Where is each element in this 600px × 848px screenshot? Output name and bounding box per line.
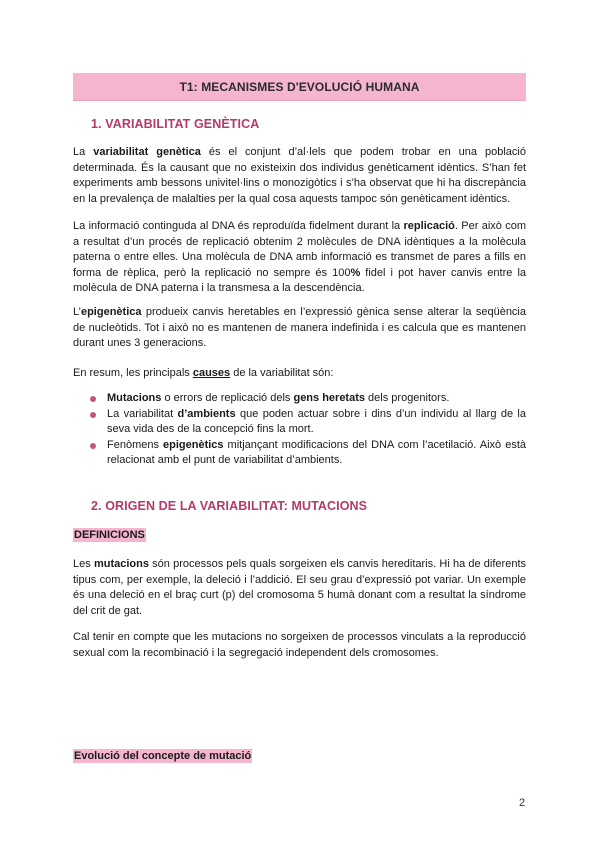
bullet-dot-icon xyxy=(90,443,96,449)
bullet-dot-icon xyxy=(90,396,96,402)
underlined-term-causes: causes xyxy=(192,367,231,379)
bold-term: d’ambients xyxy=(177,407,236,420)
section2-heading: 2. ORIGEN DE LA VARIABILITAT: MUTACIONS xyxy=(91,499,368,513)
list-item xyxy=(89,438,526,469)
document-title xyxy=(73,73,526,101)
text-run: L’ xyxy=(73,306,81,318)
text-run: La variabilitat xyxy=(107,407,178,420)
list-item xyxy=(89,391,526,407)
text-run: En resum, les principals xyxy=(73,367,193,379)
subheading-definicions: DEFINICIONS xyxy=(74,529,145,541)
section2-paragraph-1 xyxy=(73,557,526,619)
bullet-dot-icon xyxy=(90,412,96,418)
document-title-text: T1: MECANISMES D'EVOLUCIÓ HUMANA xyxy=(179,79,420,94)
bold-term-variabilitat: variabilitat genètica xyxy=(93,146,201,158)
text-run: produeix canvis heretables en l’expressió gènica sense alterar la seqüència de nucleòtids. Tot i això no es mantenen de manera indefinida i es calcula que es mantenen durant unes 3 generacions. xyxy=(73,306,526,349)
section2-paragraph-2: Cal tenir en compte que les mutacions no sorgeixen de processos vinculats a la reproducció sexual com la recombinació i la segregació independent dels cromosomes. xyxy=(73,631,526,659)
section1-paragraph-2 xyxy=(73,219,526,297)
bold-term-epigenetica: epigenètica xyxy=(80,306,142,318)
text-run: La informació continguda al DNA és reproduïda fidelment durant la xyxy=(73,220,404,232)
text-run: de la variabilitat són: xyxy=(230,367,334,379)
section1-heading: 1. VARIABILITAT GENÈTICA xyxy=(91,117,260,131)
text-run: . Per això com a resultat d’un procés de replicació obtenim 2 molècules de DNA idèntiques a la molècula paterna o entre elles. Una molècula de DNA amb informació es transmet de pares a fills en forma de rèplica, però la replicació no sempre és 100 xyxy=(73,220,527,279)
text-run: Les xyxy=(73,558,94,570)
text-run: dels progenitors. xyxy=(365,392,450,404)
text-run: són processos pels quals sorgeixen els canvis hereditaris. Hi ha de diferents tipus com, per exemple, la deleció i l’addició. El seu grau d’expressió pot variar. Un exemple és una deleció en el braç curt (p) del cromosoma 5 humà donant com a resultat la síndrome del crit de gat. xyxy=(73,558,527,617)
bold-percent: % xyxy=(350,266,361,279)
section1-paragraph-3 xyxy=(73,305,526,352)
list-item xyxy=(89,407,526,438)
page-number: 2 xyxy=(519,797,526,809)
bold-term: epigenètics xyxy=(163,438,224,451)
text-run: fidel i pot haver canvis entre la molècula de DNA paterna i la transmesa a la descendència. xyxy=(73,266,526,294)
text-run: La xyxy=(73,146,94,158)
text-run: és el conjunt d’al·lels que podem trobar en una població determinada. És la causant que no existeixin dos individus genèticament idèntics. S’han fet experiments amb bessons univitel·lins o monozigòtics i s’ha observat que hi ha discrepància en la prevalença de malalties per la qual cosa aquests tampoc són genèticament idèntics. xyxy=(73,146,526,205)
bold-term-mutacions: mutacions xyxy=(93,558,149,570)
section1-paragraph-1 xyxy=(73,145,526,207)
text-run: mitjançant modificacions del DNA com l’acetilació. Això està relacionat amb el punt de variabilitat d’ambients. xyxy=(107,438,526,466)
text-run: que poden actuar sobre i dins d’un individu al llarg de la seva vida des de la concepció fins la mort. xyxy=(107,407,526,435)
text-run: Fenòmens xyxy=(107,438,163,451)
causes-list xyxy=(89,391,526,469)
text-run: o errors de replicació dels xyxy=(161,392,294,404)
subheading-evolucio-concepte: Evolució del concepte de mutació xyxy=(74,750,252,762)
bold-term: gens heretats xyxy=(293,392,365,404)
section1-paragraph-4 xyxy=(73,366,526,382)
bold-term-replicacio: replicació xyxy=(403,220,455,232)
bold-term: Mutacions xyxy=(107,392,162,404)
